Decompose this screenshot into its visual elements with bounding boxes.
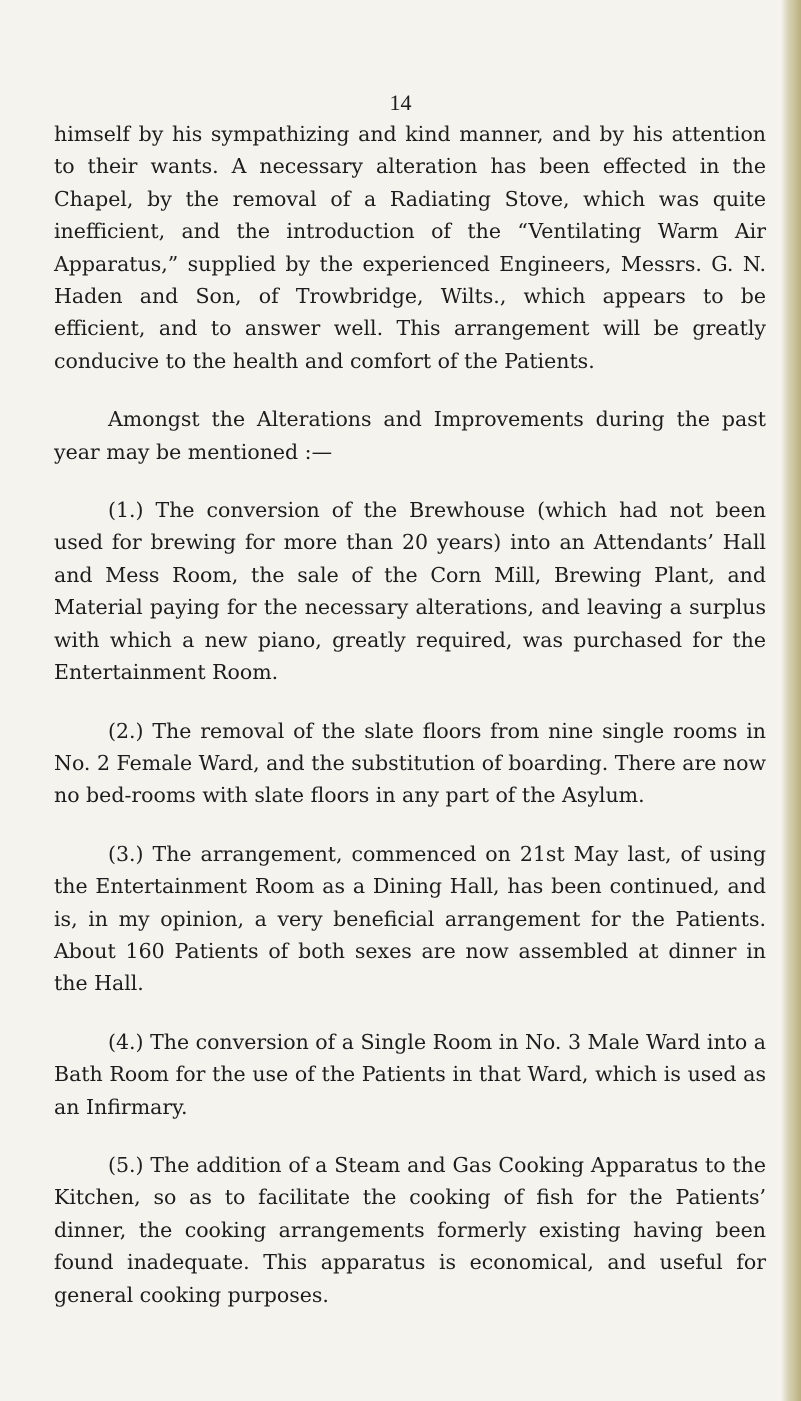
paragraph-item-5: (5.) The addition of a Steam and Gas Cooking Apparatus to the Kitchen, so as to facilitate the cooking of fish for the Patients’ dinner, the cooking arrangements formerly existing having been found inadequate. This apparatus is economical, and useful for general cooking purposes. <box>54 1152 766 1307</box>
paragraph-improvements-intro: Amongst the Alterations and Improvements during the past year may be mentioned :— <box>54 407 766 464</box>
paragraph-chapel-alteration: himself by his sympathizing and kind manner, and by his attention to their wants. A necessary alteration has been effected in the Chapel, by the removal of a Radiating Stove, which was quite inefficient, and the introduction of the “Ventilating Warm Air Apparatus,” supplied by the experienced Engineers, Messrs. G. N. Haden and Son, of Trowbridge, Wilts., which appears to be efficient, and to answer well. This arrangement will be greatly conducive to the health and comfort of the Patients. <box>54 122 766 373</box>
paragraph-item-1: (1.) The conversion of the Brewhouse (which had not been used for brewing for more than 20 years) into an Attendants’ Hall and Mess Room, the sale of the Corn Mill, Brewing Plant, and Material paying for the necessary alterations, and leaving a surplus with which a new piano, greatly required, was purchased for the Entertainment Room. <box>54 498 766 685</box>
page-edge-shading <box>781 0 801 1401</box>
paragraph-item-2: (2.) The removal of the slate floors from nine single rooms in No. 2 Female Ward, and the substitution of boarding. There are now no bed-rooms with slate floors in any part of the Asylum. <box>54 718 766 808</box>
paragraph-item-4: (4.) The conversion of a Single Room in No. 3 Male Ward into a Bath Room for the use of the Patients in that Ward, which is used as an Infirmary. <box>54 1029 766 1119</box>
paragraph-item-3: (3.) The arrangement, commenced on 21st May last, of using the Entertainment Room as a Dining Hall, has been continued, and is, in my opinion, a very beneficial arrangement for the Patients. About 160 Patients of both sexes are now assembled at dinner in the Hall. <box>54 841 766 996</box>
page-body <box>54 118 766 1311</box>
page-number: 14 <box>389 90 412 115</box>
